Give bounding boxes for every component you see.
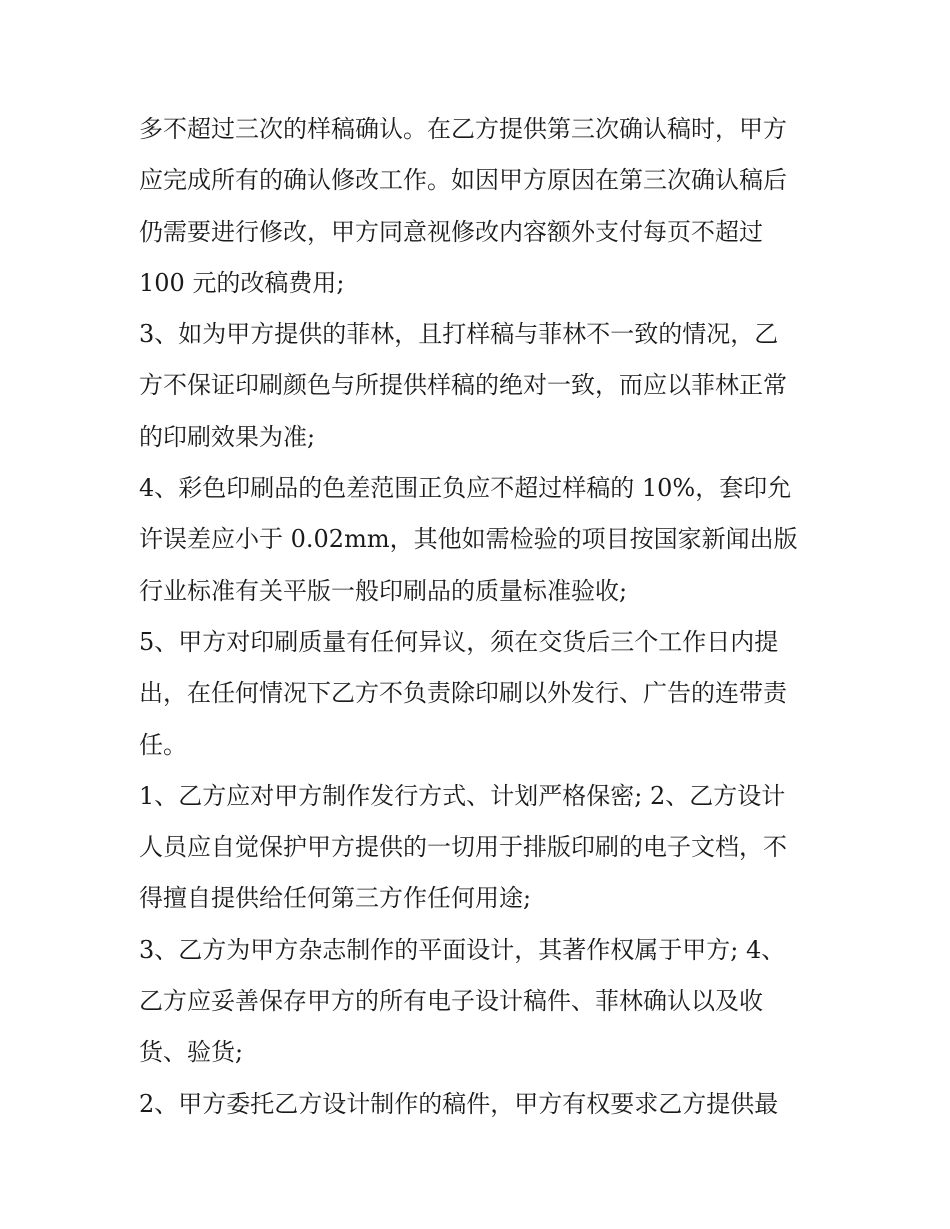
text-line: 的印刷效果为准;	[139, 422, 316, 451]
text-line: 乙方应妥善保存甲方的所有电子设计稿件、菲林确认以及收	[139, 987, 763, 1016]
text-line: 方不保证印刷颜色与所提供样稿的绝对一致，而应以菲林正常	[139, 371, 787, 400]
body-text	[139, 104, 819, 1130]
text-line: 1、乙方应对甲方制作发行方式、计划严格保密; 2、乙方设计	[139, 781, 786, 810]
text-line: 仍需要进行修改，甲方同意视修改内容额外支付每页不超过	[139, 217, 763, 246]
text-line: 5、甲方对印刷质量有任何异议，须在交货后三个工作日内提	[139, 627, 779, 656]
text-line: 3、如为甲方提供的菲林，且打样稿与菲林不一致的情况，乙	[139, 320, 779, 349]
text-line: 3、乙方为甲方杂志制作的平面设计，其著作权属于甲方; 4、	[139, 935, 786, 964]
text-line: 4、彩色印刷品的色差范围正负应不超过样稿的 10%，套印允	[139, 474, 792, 503]
text-line: 得擅自提供给任何第三方作任何用途;	[139, 884, 532, 913]
text-line: 货、验货;	[139, 1038, 244, 1067]
text-line: 许误差应小于 0.02mm，其他如需检验的项目按国家新闻出版	[139, 525, 798, 554]
text-line: 2、甲方委托乙方设计制作的稿件，甲方有权要求乙方提供最	[139, 1089, 779, 1118]
text-line: 应完成所有的确认修改工作。如因甲方原因在第三次确认稿后	[139, 166, 787, 195]
text-line: 多不超过三次的样稿确认。在乙方提供第三次确认稿时，甲方	[139, 115, 787, 143]
text-line: 任。	[139, 730, 187, 759]
text-line: 人员应自觉保护甲方提供的一切用于排版印刷的电子文档，不	[139, 833, 787, 862]
text-line: 出，在任何情况下乙方不负责除印刷以外发行、广告的连带责	[139, 679, 787, 708]
text-line: 行业标准有关平版一般印刷品的质量标准验收;	[139, 576, 628, 605]
text-line: 100 元的改稿费用;	[139, 268, 345, 297]
